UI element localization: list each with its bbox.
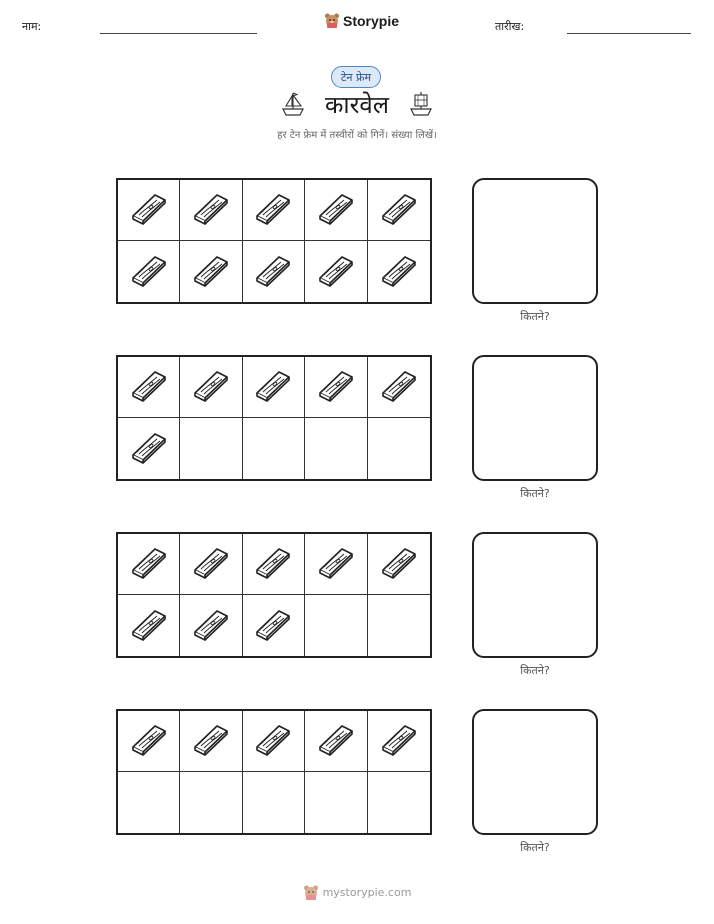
frame-cell — [305, 418, 367, 479]
wooden-plank-icon — [253, 252, 293, 292]
answer-prompt-3: कितने? — [520, 664, 550, 677]
wooden-plank-icon — [253, 544, 293, 584]
frame-cell — [368, 711, 430, 772]
wooden-plank-icon — [191, 252, 231, 292]
wooden-plank-icon — [379, 721, 419, 761]
wooden-plank-icon — [191, 721, 231, 761]
ten-frame-2 — [116, 355, 432, 481]
ten-frame-1 — [116, 178, 432, 304]
frame-cell — [368, 534, 430, 595]
frame-cell — [368, 241, 430, 302]
name-label: नाम: — [22, 20, 42, 33]
frame-cell — [118, 595, 180, 656]
footer-url[interactable]: mystorypie.com — [322, 886, 412, 899]
wooden-plank-icon — [129, 429, 169, 469]
wooden-plank-icon — [253, 367, 293, 407]
answer-box-2[interactable] — [472, 355, 598, 481]
wooden-plank-icon — [191, 367, 231, 407]
wooden-plank-icon — [379, 367, 419, 407]
instructions: हर टेन फ्रेम में तस्वीरों को गिनें। संख्या लिखें। — [277, 130, 437, 141]
wooden-plank-icon — [253, 721, 293, 761]
frame-cell — [180, 534, 242, 595]
answer-prompt-1: कितने? — [520, 310, 550, 323]
frame-cell — [118, 418, 180, 479]
frame-cell — [305, 595, 367, 656]
wooden-plank-icon — [129, 721, 169, 761]
wooden-plank-icon — [129, 367, 169, 407]
date-label: तारीख: — [495, 20, 525, 33]
bear-mascot-icon — [303, 884, 319, 901]
frame-cell — [118, 534, 180, 595]
frame-cell — [305, 711, 367, 772]
wooden-plank-icon — [316, 367, 356, 407]
frame-cell — [368, 357, 430, 418]
wooden-plank-icon — [129, 606, 169, 646]
topic-badge: टेन फ्रेम — [331, 66, 381, 88]
wooden-plank-icon — [253, 190, 293, 230]
answer-box-3[interactable] — [472, 532, 598, 658]
brand-name: Storypie — [343, 12, 400, 29]
frame-cell — [243, 711, 305, 772]
frame-cell — [243, 418, 305, 479]
wooden-plank-icon — [316, 721, 356, 761]
wooden-plank-icon — [129, 252, 169, 292]
wooden-plank-icon — [191, 544, 231, 584]
frame-cell — [368, 772, 430, 833]
wooden-plank-icon — [191, 190, 231, 230]
frame-cell — [305, 241, 367, 302]
frame-cell — [180, 180, 242, 241]
page-title: कारवेल — [324, 91, 390, 119]
frame-cell — [243, 241, 305, 302]
frame-cell — [305, 357, 367, 418]
frame-cell — [180, 772, 242, 833]
frame-cell — [243, 180, 305, 241]
frame-cell — [180, 241, 242, 302]
frame-cell — [180, 357, 242, 418]
ten-frame-4 — [116, 709, 432, 835]
frame-cell — [118, 180, 180, 241]
wooden-plank-icon — [129, 190, 169, 230]
wooden-plank-icon — [253, 606, 293, 646]
frame-cell — [118, 241, 180, 302]
frame-cell — [368, 180, 430, 241]
date-line[interactable] — [567, 33, 691, 34]
frame-cell — [305, 534, 367, 595]
footer — [0, 884, 714, 901]
frame-cell — [118, 711, 180, 772]
frame-cell — [118, 357, 180, 418]
wooden-plank-icon — [379, 252, 419, 292]
wooden-plank-icon — [379, 544, 419, 584]
wooden-plank-icon — [316, 190, 356, 230]
answer-prompt-4: कितने? — [520, 841, 550, 854]
frame-cell — [180, 711, 242, 772]
frame-cell — [368, 418, 430, 479]
frame-cell — [305, 180, 367, 241]
answer-box-4[interactable] — [472, 709, 598, 835]
frame-cell — [243, 772, 305, 833]
frame-cell — [180, 595, 242, 656]
wooden-plank-icon — [316, 544, 356, 584]
frame-cell — [243, 534, 305, 595]
frame-cell — [180, 418, 242, 479]
ship-icon-right — [408, 90, 434, 118]
frame-cell — [118, 772, 180, 833]
answer-box-1[interactable] — [472, 178, 598, 304]
brand-logo — [324, 12, 399, 29]
answer-prompt-2: कितने? — [520, 487, 550, 500]
wooden-plank-icon — [379, 190, 419, 230]
frame-cell — [243, 595, 305, 656]
wooden-plank-icon — [316, 252, 356, 292]
wooden-plank-icon — [129, 544, 169, 584]
name-line[interactable] — [100, 33, 257, 34]
ten-frame-3 — [116, 532, 432, 658]
wooden-plank-icon — [191, 606, 231, 646]
frame-cell — [243, 357, 305, 418]
frame-cell — [368, 595, 430, 656]
frame-cell — [305, 772, 367, 833]
bear-mascot-icon — [324, 12, 340, 29]
